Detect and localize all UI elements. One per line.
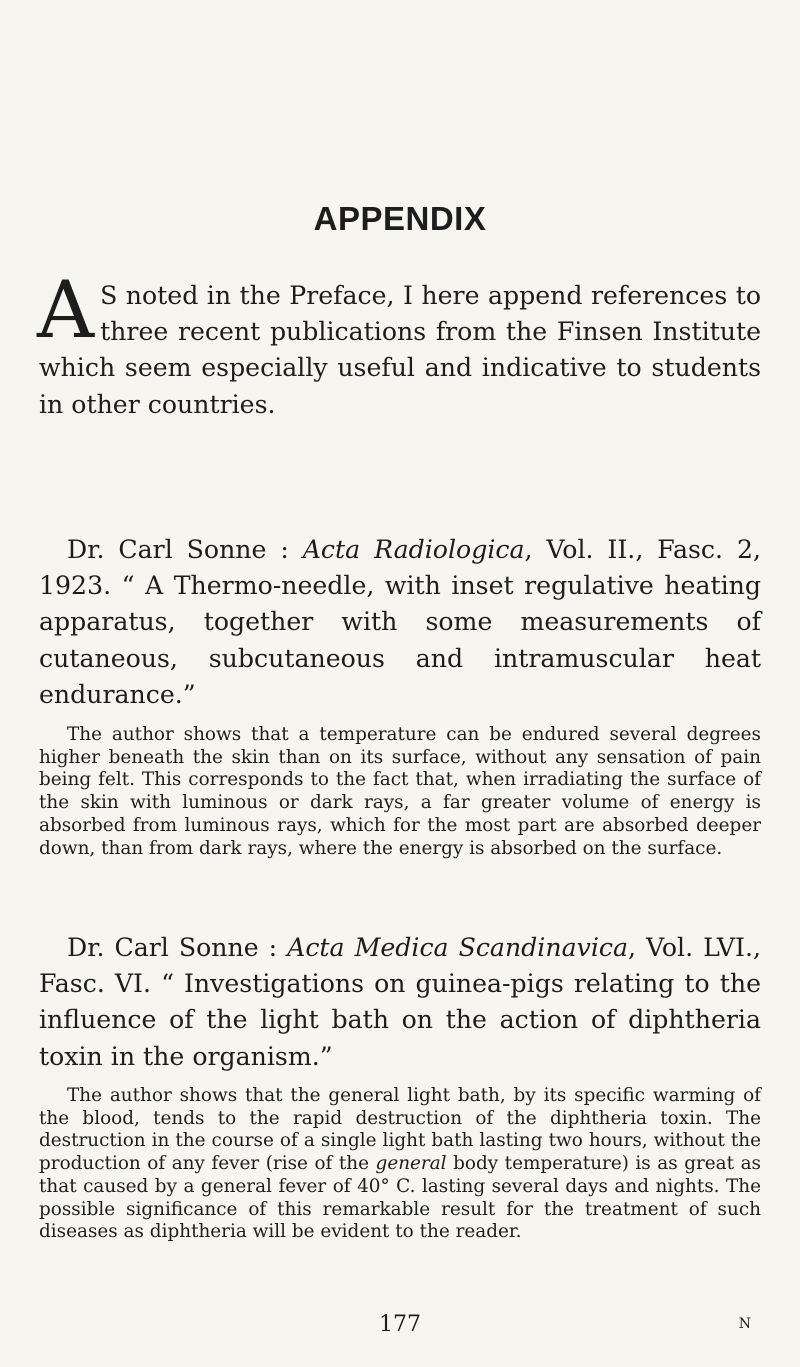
reference-1-journal: Acta Radiologica: [302, 535, 525, 564]
summary-2-after: body temperature) is as great as that caused by a general fever of 40° C. lasting several days and nights. The possible significance of this remarkable result for the treatment of such diseases as diphtheria will be evident to the reader.: [39, 1153, 761, 1243]
reference-2-journal: Acta Medica Scandinavica: [287, 933, 628, 962]
reference-2: [39, 930, 761, 1075]
page-number: 177: [379, 1312, 421, 1337]
summary-1: The author shows that a temperature can be endured several degrees higher beneath the skin than on its surface, without any sensation of pain being felt. This corresponds to the fact that, when irradiating the surface of the skin with luminous or dark rays, a far greater volume of energy is absorbed from luminous rays, which for the most part are absorbed deeper down, than from dark rays, where the energy is absorbed on the surface.: [39, 724, 761, 859]
reference-1: [39, 532, 761, 713]
reference-2-author: Dr. Carl Sonne :: [67, 933, 278, 962]
reference-2-details: , Vol. LVI., Fasc. VI.: [39, 933, 761, 999]
page-title: APPENDIX: [313, 200, 487, 237]
reference-1-title: “ A Thermo-needle, with inset regulative heating apparatus, together with some measurements of cutaneous, subcutaneous and intramuscular heat endurance.”: [39, 571, 761, 709]
intro-paragraph: [37, 264, 761, 423]
drop-cap: A: [37, 264, 95, 356]
summary-2: [39, 1085, 761, 1244]
reference-1-author: Dr. Carl Sonne :: [67, 535, 289, 564]
signature-mark: N: [738, 1316, 751, 1332]
reference-1-details: , Vol. II., Fasc. 2, 1923.: [39, 535, 761, 601]
reference-2-title: “ Investigations on guinea-pigs relating to the influence of the light bath on the action of diphtheria toxin in the organism.”: [39, 969, 761, 1071]
intro-text: S noted in the Preface, I here append references to three recent publications from the Finsen Institute which seem especially useful and indicative to students in other countries.: [39, 281, 761, 419]
summary-2-emphasis: general: [375, 1153, 447, 1175]
summary-2-before: The author shows that the general light bath, by its specific warming of the blood, tends to the rapid destruction of the diphtheria toxin. The destruction in the course of a single light bath lasting two hours, without the production of any fever (rise of the: [39, 1085, 761, 1175]
